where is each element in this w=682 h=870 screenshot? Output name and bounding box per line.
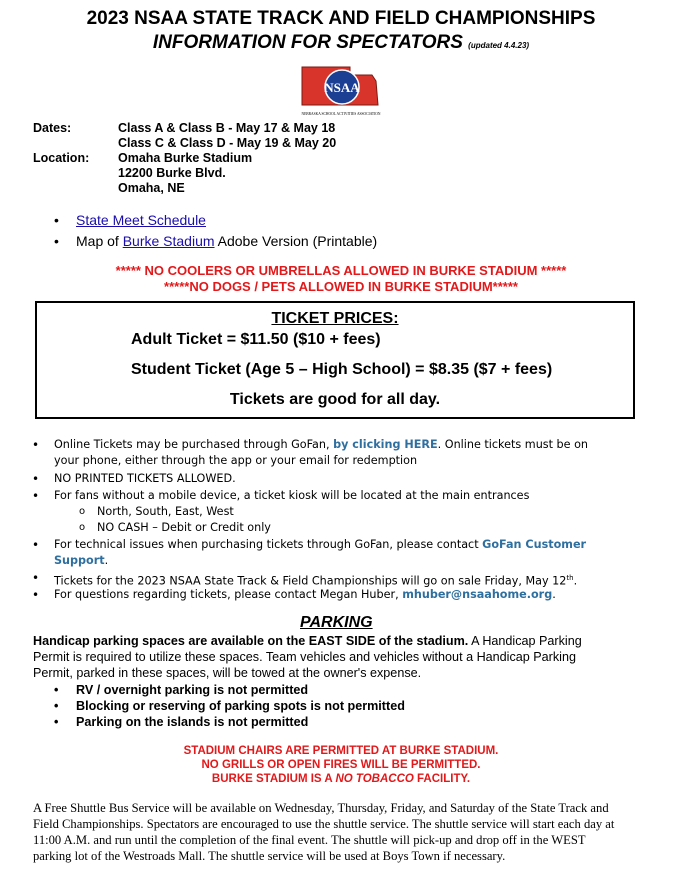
ticket-prices-box — [35, 301, 635, 419]
note-text: Tickets for the 2023 NSAA State Track & Field Championships will go on sale Friday, May 12 — [54, 574, 567, 588]
map-list-item — [54, 233, 378, 249]
location-label: Location: — [33, 151, 90, 165]
logo-text: NSAA — [324, 80, 360, 95]
dates-line-1: Class A & Class B - May 17 & May 18 — [118, 121, 336, 135]
note-text: . — [552, 588, 556, 601]
dates-label: Dates: — [33, 121, 72, 135]
parking-text: Permit is required to utilize these spaces. Team vehicles and vehicles without a Handicap Parking — [33, 650, 576, 664]
burke-stadium-map-link[interactable]: Burke Stadium — [122, 233, 215, 249]
note-text: NO CASH – Debit or Credit only — [97, 521, 271, 534]
student-ticket-price: Student Ticket (Age 5 – High School) = $8.35 ($7 + fees) — [131, 361, 553, 378]
nsaa-logo — [298, 61, 384, 117]
gofan-support-link[interactable]: GoFan Customer — [482, 538, 587, 551]
updated-note: (updated 4.4.23) — [468, 41, 530, 50]
no-grills-rule: NO GRILLS OR OPEN FIRES WILL BE PERMITTED. — [201, 759, 481, 771]
shuttle-paragraph — [33, 800, 673, 864]
stadium-chairs-rule: STADIUM CHAIRS ARE PERMITTED AT BURKE STADIUM. — [183, 745, 499, 757]
shuttle-text: A Free Shuttle Bus Service will be available on Wednesday, Thursday, Friday, and Saturday of the State Track and — [33, 801, 609, 815]
parking-rule-rv — [54, 682, 309, 698]
parking-bold-text: Handicap parking spaces are available on the EAST SIDE of the stadium. — [33, 634, 469, 648]
no-pets-warning: *****NO DOGS / PETS ALLOWED IN BURKE STADIUM***** — [164, 279, 518, 294]
bullet-icon: • — [32, 489, 40, 503]
bullet-icon: • — [32, 538, 40, 552]
ticket-note-no-printed — [32, 471, 236, 487]
parking-rule-text: RV / overnight parking is not permitted — [76, 683, 309, 697]
note-text: Online Tickets may be purchased through GoFan, — [54, 438, 334, 451]
logo-caption: NEBRASKA SCHOOL ACTIVITIES ASSOCIATION — [301, 112, 381, 116]
parking-heading: PARKING — [300, 614, 373, 631]
note-text: For technical issues when purchasing tickets through GoFan, please contact — [54, 538, 483, 551]
shuttle-text: parking lot of the Westroads Mall. The shuttle service will be used at Boys Town if necessary. — [33, 849, 506, 863]
ordinal-suffix: th — [566, 574, 574, 582]
map-suffix: Adobe Version (Printable) — [214, 233, 378, 249]
note-text: North, South, East, West — [97, 505, 234, 518]
page-subtitle — [0, 32, 682, 54]
nebraska-state-logo-icon — [298, 61, 384, 117]
parking-rule-islands — [54, 714, 309, 730]
location-line-3: Omaha, NE — [118, 181, 185, 195]
bullet-icon: • — [54, 683, 59, 697]
note-text: NO PRINTED TICKETS ALLOWED. — [54, 472, 236, 485]
no-coolers-warning: ***** NO COOLERS OR UMBRELLAS ALLOWED IN BURKE STADIUM ***** — [115, 263, 567, 278]
bullet-icon: • — [54, 233, 59, 249]
kiosk-entrances — [79, 504, 234, 520]
circle-bullet-icon: o — [79, 522, 86, 533]
parking-text: Permit, parked in these spaces, will be towed at the owner's expense. — [33, 666, 422, 680]
parking-rule-text: Parking on the islands is not permitted — [76, 715, 309, 729]
ticket-note-technical — [32, 537, 654, 569]
adult-ticket-price: Adult Ticket = $11.50 ($10 + fees) — [131, 331, 381, 348]
ticket-note-kiosk — [32, 488, 530, 504]
parking-text: A Handicap Parking — [468, 634, 582, 648]
rule-text: BURKE STADIUM IS A — [211, 773, 336, 785]
location-line-1: Omaha Burke Stadium — [118, 151, 253, 165]
bullet-icon: • — [54, 715, 59, 729]
note-text: . — [104, 554, 109, 567]
no-tobacco-rule — [0, 772, 682, 786]
ticket-note-questions — [32, 587, 654, 603]
ticket-prices-heading: TICKET PRICES: — [271, 310, 399, 327]
shuttle-text: 11:00 A.M. and run until the completion of the final event. The shuttle will pick-up and drop off in the WEST — [33, 833, 586, 847]
gofan-here-link[interactable]: by clicking HERE — [333, 438, 438, 451]
note-text: For fans without a mobile device, a ticket kiosk will be located at the main entrances — [54, 489, 530, 502]
shuttle-text: Field Championships. Spectators are encouraged to use the shuttle service. The shuttle service will start each day at — [33, 817, 615, 831]
page-title: 2023 NSAA STATE TRACK AND FIELD CHAMPIONSHIPS — [86, 8, 596, 29]
bullet-icon: • — [32, 438, 40, 452]
bullet-icon: • — [32, 472, 40, 486]
subtitle-text: INFORMATION FOR SPECTATORS — [152, 32, 463, 53]
circle-bullet-icon: o — [79, 506, 86, 517]
parking-rule-text: Blocking or reserving of parking spots is not permitted — [76, 699, 405, 713]
bullet-icon: • — [32, 571, 40, 585]
parking-rule-blocking — [54, 698, 405, 714]
bullet-icon: • — [54, 699, 59, 713]
state-meet-schedule-link[interactable]: State Meet Schedule — [76, 212, 206, 228]
location-line-2: 12200 Burke Blvd. — [118, 166, 226, 180]
parking-paragraph — [33, 633, 653, 681]
schedule-list-item — [54, 212, 206, 228]
note-text: For questions regarding tickets, please contact Megan Huber, — [54, 588, 403, 601]
bullet-icon: • — [54, 212, 59, 228]
tickets-all-day-note: Tickets are good for all day. — [229, 391, 441, 408]
kiosk-payment — [79, 520, 271, 536]
gofan-support-link-cont[interactable]: Support — [54, 554, 105, 567]
dates-line-2: Class C & Class D - May 19 & May 20 — [118, 136, 337, 150]
note-text: . — [573, 574, 578, 588]
note-text: . Online tickets must be on — [437, 438, 589, 451]
rule-italic-text: NO TOBACCO — [335, 773, 414, 785]
rule-text: FACILITY. — [413, 773, 471, 785]
email-link[interactable]: mhuber@nsaahome.org — [402, 588, 553, 601]
bullet-icon: • — [32, 588, 40, 602]
note-text: your phone, either through the app or your email for redemption — [54, 454, 418, 467]
ticket-note-online — [32, 437, 654, 469]
map-prefix: Map of — [76, 233, 123, 249]
